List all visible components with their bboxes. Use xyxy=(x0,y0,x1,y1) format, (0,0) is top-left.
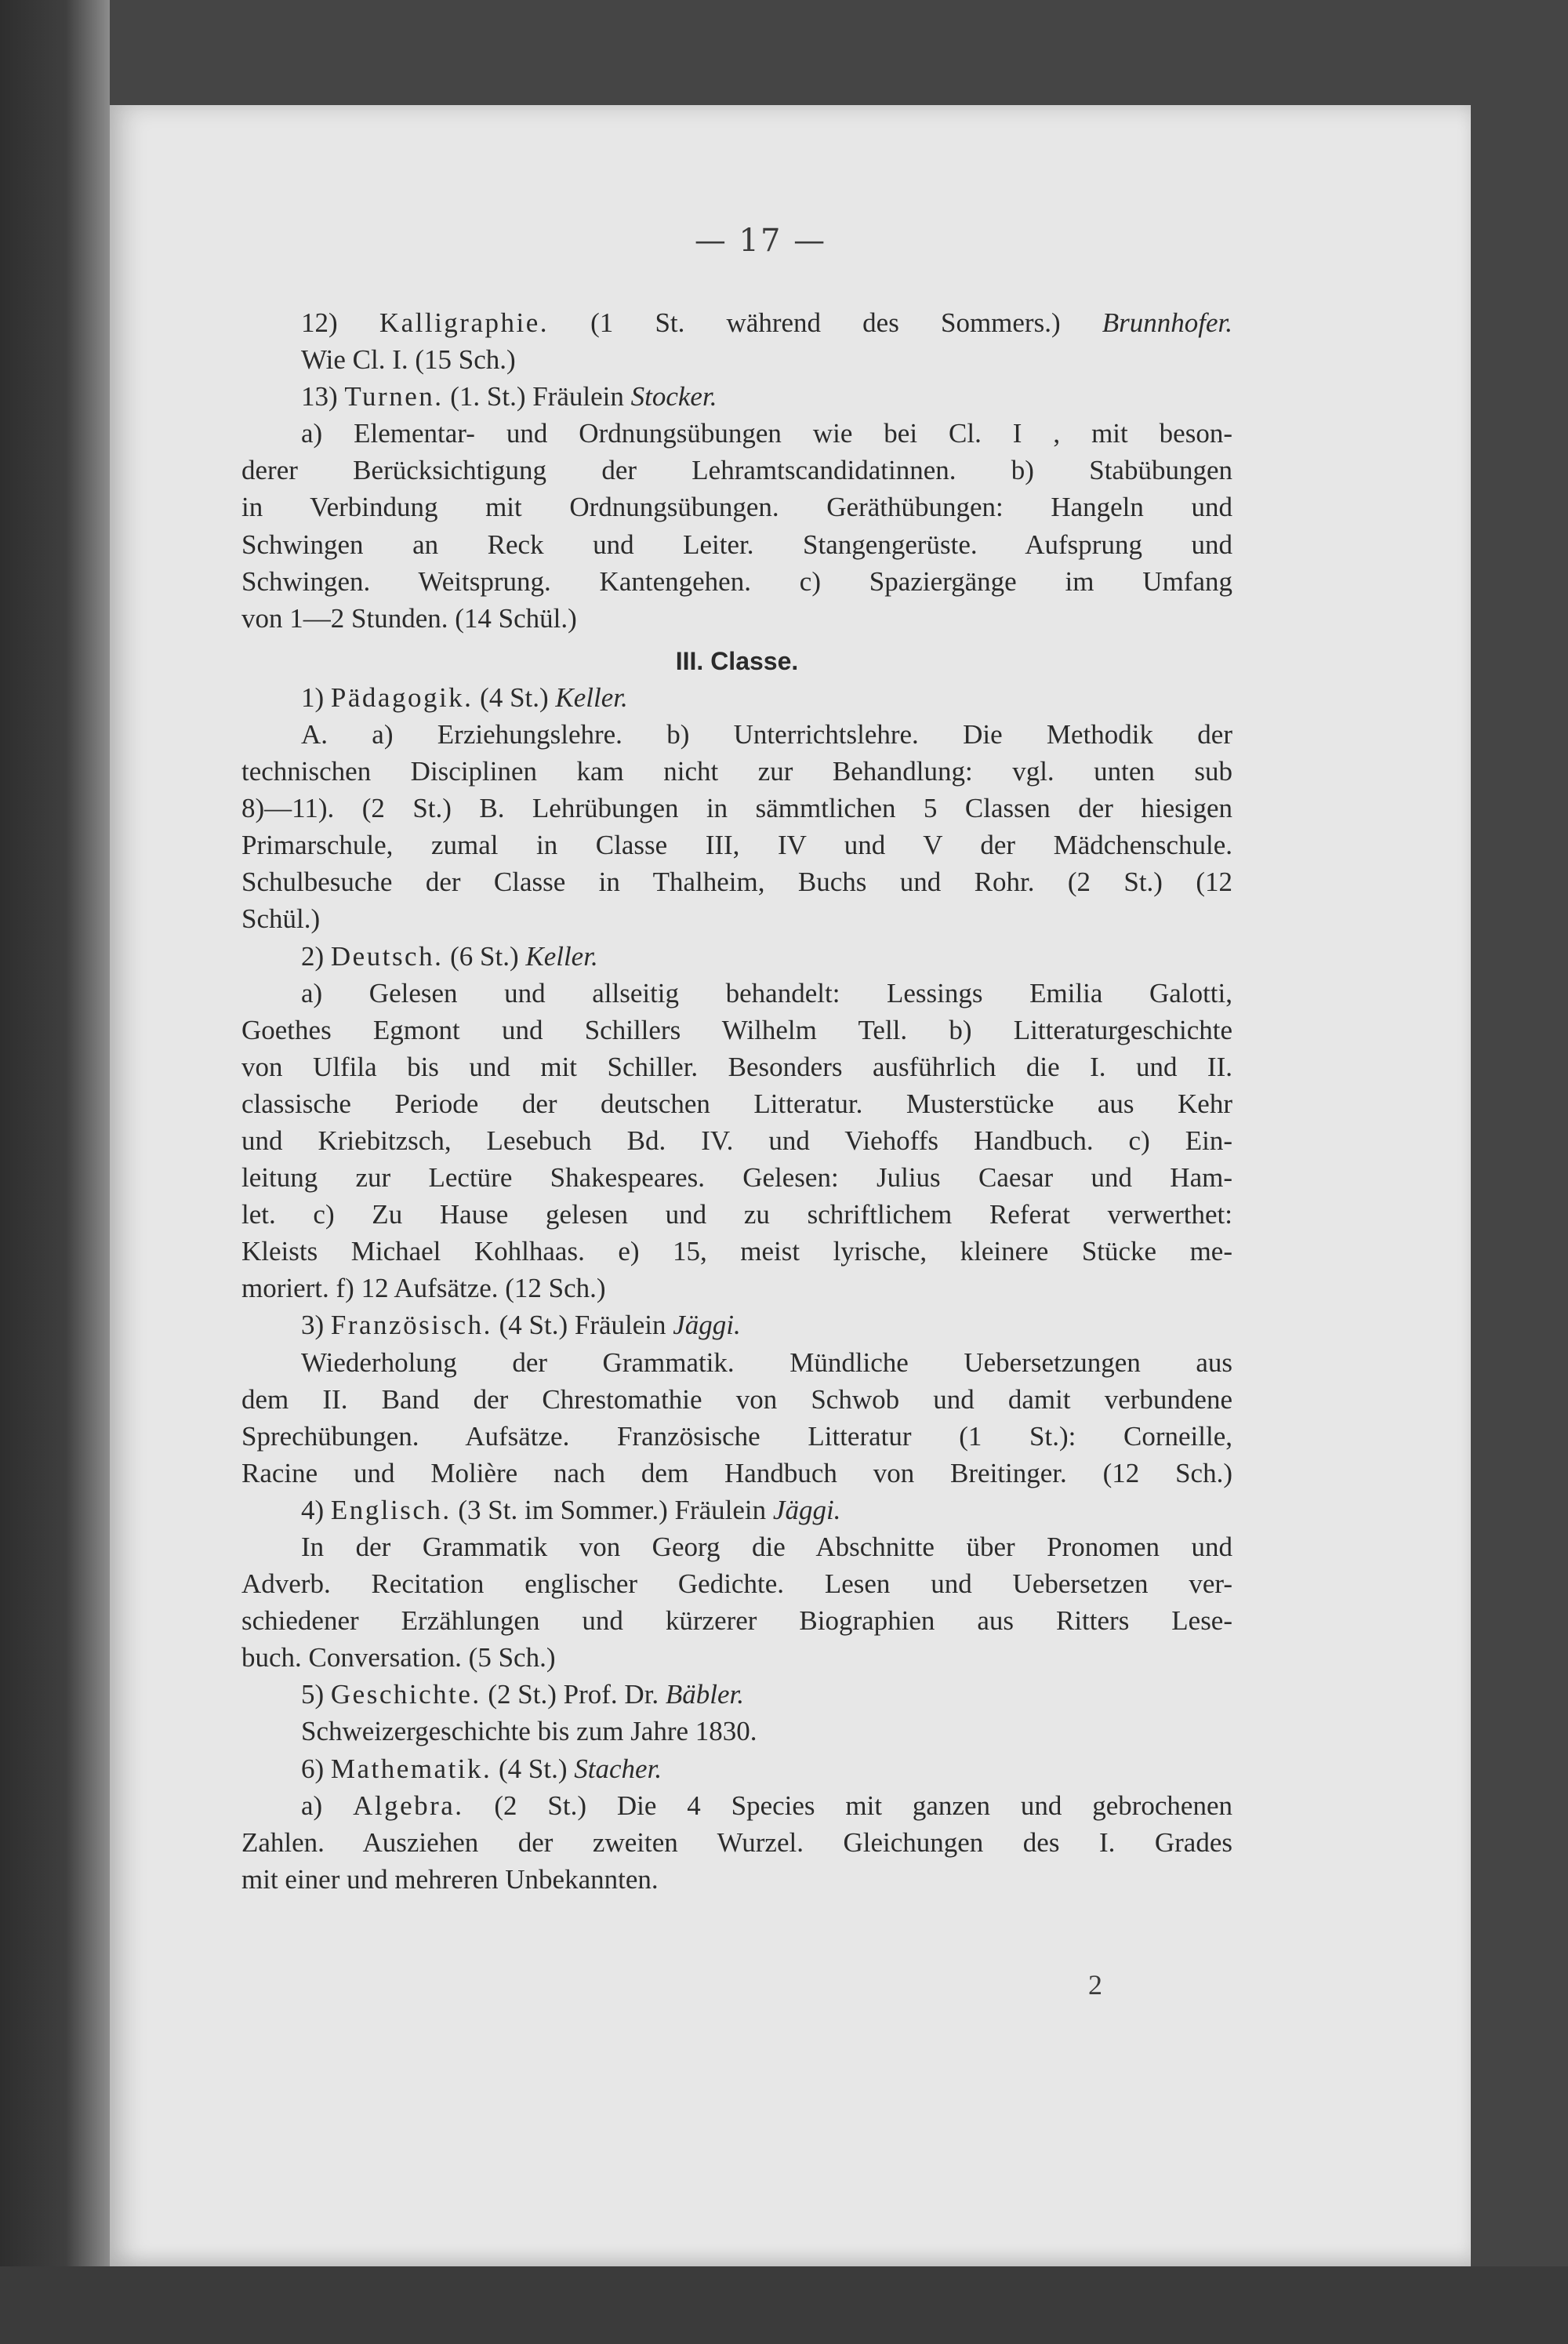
text-line: a) Gelesen und allseitig behandelt: Lessings Emilia Galotti, xyxy=(301,977,1232,1008)
subject-name: Algebra. xyxy=(353,1790,464,1821)
text-line: In der Grammatik von Georg die Abschnitte über Pronomen und xyxy=(301,1532,1232,1562)
text-line: buch. Conversation. (5 Sch.) xyxy=(241,1642,556,1674)
section-heading: III. Classe. xyxy=(675,646,799,675)
teacher-name: Stocker. xyxy=(630,381,717,412)
text-line: Goethes Egmont und Schillers Wilhelm Tell. b) Litteraturgeschichte xyxy=(241,1014,1232,1045)
text-line: von 1—2 Stunden. (14 Schül.) xyxy=(241,602,577,634)
text-line: Kleists Michael Kohlhaas. e) 15, meist lyrische, kleinere Stücke me- xyxy=(241,1236,1232,1267)
text-line: Wiederholung der Grammatik. Mündliche Uebersetzungen aus xyxy=(301,1346,1232,1378)
subject-name: Geschichte. xyxy=(330,1679,481,1710)
text-line: in Verbindung mit Ordnungsübungen. Geräthübungen: Hangeln und xyxy=(241,492,1232,523)
text-line: von Ulfila bis und mit Schiller. Besonders ausführlich die I. und II. xyxy=(241,1051,1232,1082)
entry-geschichte-title: 5) Geschichte. (2 St.) Prof. Dr. Bäbler. xyxy=(301,1679,745,1710)
subject-name: Deutsch. xyxy=(330,940,444,972)
text-line: mit einer und mehreren Unbekannten. xyxy=(241,1863,659,1895)
teacher-name: Keller. xyxy=(525,940,598,972)
entry-paedagogik-title: 1) Pädagogik. (4 St.) Keller. xyxy=(301,681,628,713)
text-line: dem II. Band der Chrestomathie von Schwob und damit verbundene xyxy=(241,1383,1232,1415)
text-line: Primarschule, zumal in Classe III, IV und V der Mädchenschule. xyxy=(241,830,1232,861)
text-line: schiedener Erzählungen und kürzerer Biographien aus Ritters Lese- xyxy=(241,1605,1232,1637)
scan-binding-edge xyxy=(0,0,110,2344)
page-body xyxy=(241,304,1232,1898)
page-number: — 17 — xyxy=(694,223,827,259)
teacher-name: Jäggi. xyxy=(673,1310,741,1341)
text-line: und Kriebitzsch, Lesebuch Bd. IV. und Viehoffs Handbuch. c) Ein- xyxy=(241,1125,1232,1156)
signature-mark: 2 xyxy=(1088,1969,1102,2001)
entry-englisch-title: 4) Englisch. (3 St. im Sommer.) Fräulein Jäggi. xyxy=(301,1494,841,1525)
entry-deutsch-title: 2) Deutsch. (6 St.) Keller. xyxy=(301,940,598,972)
subject-name: Kalligraphie. xyxy=(379,307,549,338)
text-line: Schwingen an Reck und Leiter. Stangengerüste. Aufsprung und xyxy=(241,529,1232,560)
text-line: Schül.) xyxy=(241,903,321,935)
teacher-name: Bäbler. xyxy=(665,1679,745,1710)
scan-bottom-edge xyxy=(0,2266,1568,2344)
teacher-name: Stacher. xyxy=(574,1753,662,1784)
entry-mathematik-title: 6) Mathematik. (4 St.) Stacher. xyxy=(301,1753,662,1784)
text-line: Racine und Molière nach dem Handbuch von Breitinger. (12 Sch.) xyxy=(241,1457,1232,1488)
entry-franzoesisch-title: 3) Französisch. (4 St.) Fräulein Jäggi. xyxy=(301,1310,741,1341)
text-line: Sprechübungen. Aufsätze. Französische Litteratur (1 St.): Corneille, xyxy=(241,1420,1232,1452)
teacher-name: Keller. xyxy=(555,681,628,713)
text-line: classische Periode der deutschen Litteratur. Musterstücke aus Kehr xyxy=(241,1088,1232,1119)
text-line: Schulbesuche der Classe in Thalheim, Buchs und Rohr. (2 St.) (12 xyxy=(241,867,1232,898)
entry-turnen-title: 13) Turnen. (1. St.) Fräulein Stocker. xyxy=(301,381,717,412)
teacher-name: Brunnhofer. xyxy=(1102,307,1232,338)
subject-name: Mathematik. xyxy=(330,1753,492,1784)
text-line: let. c) Zu Hause gelesen und zu schriftlichem Referat verwerthet: xyxy=(241,1199,1232,1230)
subject-name: Französisch. xyxy=(330,1310,492,1341)
text-line: leitung zur Lectüre Shakespeares. Gelesen: Julius Caesar und Ham- xyxy=(241,1162,1232,1194)
text-line: Zahlen. Ausziehen der zweiten Wurzel. Gleichungen des I. Grades xyxy=(241,1826,1232,1858)
text-line: Adverb. Recitation englischer Gedichte. Lesen und Uebersetzen ver- xyxy=(241,1568,1232,1600)
teacher-name: Jäggi. xyxy=(772,1494,841,1525)
text-line: technischen Disciplinen kam nicht zur Behandlung: vgl. unten sub xyxy=(241,756,1232,787)
entry-kalligraphie-title: 12) Kalligraphie. (1 St. während des Sommers.) Brunnhofer. xyxy=(301,307,1232,338)
text-line: a) Elementar- und Ordnungsübungen wie bei Cl. I , mit beson- xyxy=(301,418,1232,449)
subject-name: Englisch. xyxy=(330,1494,452,1525)
text-line: 8)—11). (2 St.) B. Lehrübungen in sämmtlichen 5 Classen der hiesigen xyxy=(241,793,1232,824)
text-line: moriert. f) 12 Aufsätze. (12 Sch.) xyxy=(241,1273,606,1304)
entry-algebra: a) Algebra. (2 St.) Die 4 Species mit ganzen und gebrochenen xyxy=(301,1790,1232,1821)
text-line: Schweizergeschichte bis zum Jahre 1830. xyxy=(301,1716,757,1747)
subject-name: Turnen. xyxy=(344,381,444,412)
text-line: derer Berücksichtigung der Lehramtscandidatinnen. b) Stabübungen xyxy=(241,455,1232,486)
text-line: A. a) Erziehungslehre. b) Unterrichtslehre. Die Methodik der xyxy=(301,718,1232,750)
text-line: Wie Cl. I. (15 Sch.) xyxy=(301,344,516,376)
text-line: Schwingen. Weitsprung. Kantengehen. c) Spaziergänge im Umfang xyxy=(241,565,1232,597)
subject-name: Pädagogik. xyxy=(330,681,474,713)
